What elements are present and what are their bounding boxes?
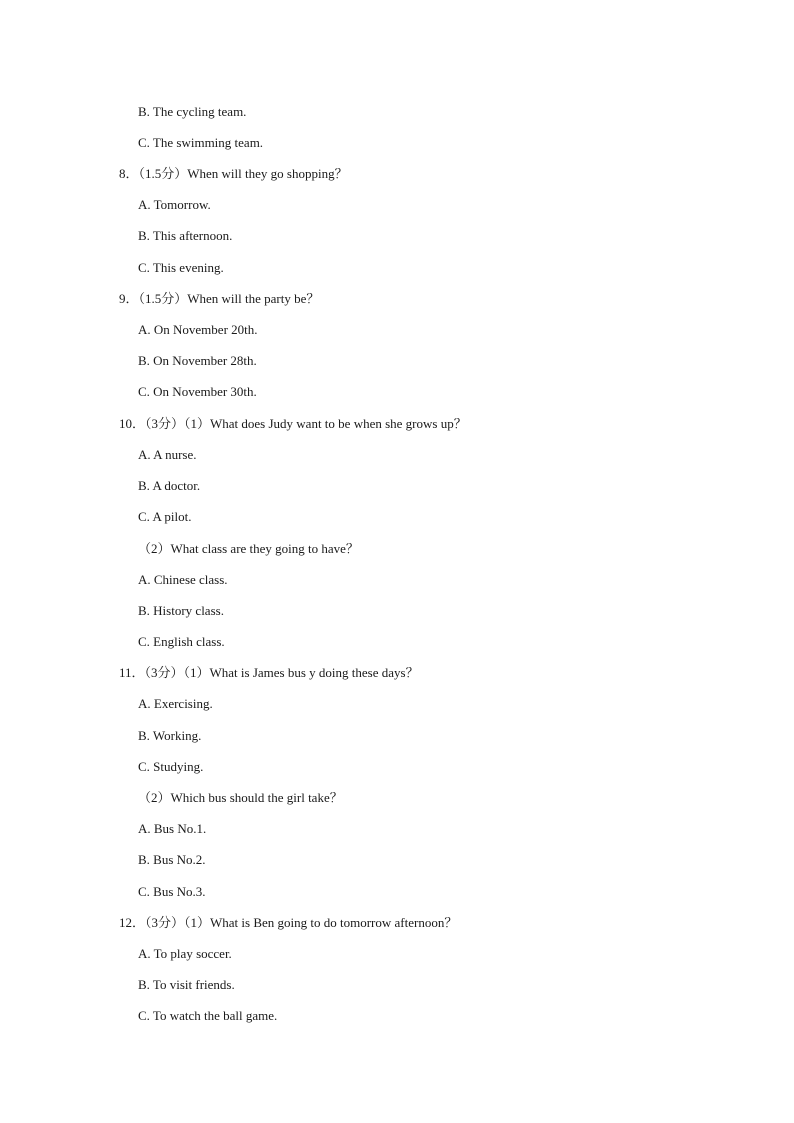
q10-2-option-b: B. History class.: [138, 603, 224, 618]
q8-option-b: B. This afternoon.: [138, 228, 233, 243]
question-11-part-2: （2）Which bus should the girl take？: [138, 790, 343, 805]
q12-1-option-c: C. To watch the ball game.: [138, 1008, 278, 1023]
q9-option-b: B. On November 28th.: [138, 353, 257, 368]
q11-1-option-c: C. Studying.: [138, 759, 204, 774]
option-b: B. The cycling team.: [138, 104, 247, 119]
q11-2-option-b: B. Bus No.2.: [138, 852, 206, 867]
q11-2-option-c: C. Bus No.3.: [138, 884, 206, 899]
question-8: 8．（1.5分）When will they go shopping？: [119, 166, 348, 181]
question-11: 11．（3分）（1）What is James bus y doing these days？: [119, 665, 419, 680]
question-9: 9．（1.5分）When will the party be？: [119, 291, 320, 306]
q10-1-option-b: B. A doctor.: [138, 478, 201, 493]
q11-1-option-a: A. Exercising.: [138, 696, 213, 711]
q8-option-a: A. Tomorrow.: [138, 197, 211, 212]
q9-option-c: C. On November 30th.: [138, 384, 257, 399]
q10-1-option-a: A. A nurse.: [138, 447, 197, 462]
question-12: 12．（3分）（1）What is Ben going to do tomorrow afternoon？: [119, 915, 458, 930]
q8-option-c: C. This evening.: [138, 260, 224, 275]
q11-1-option-b: B. Working.: [138, 728, 202, 743]
q12-1-option-a: A. To play soccer.: [138, 946, 232, 961]
q12-1-option-b: B. To visit friends.: [138, 977, 235, 992]
q10-1-option-c: C. A pilot.: [138, 509, 192, 524]
question-10-part-2: （2）What class are they going to have？: [138, 541, 359, 556]
q10-2-option-c: C. English class.: [138, 634, 225, 649]
q10-2-option-a: A. Chinese class.: [138, 572, 228, 587]
q11-2-option-a: A. Bus No.1.: [138, 821, 207, 836]
question-10: 10．（3分）（1）What does Judy want to be when she grows up？: [119, 416, 467, 431]
q9-option-a: A. On November 20th.: [138, 322, 258, 337]
option-c: C. The swimming team.: [138, 135, 264, 150]
